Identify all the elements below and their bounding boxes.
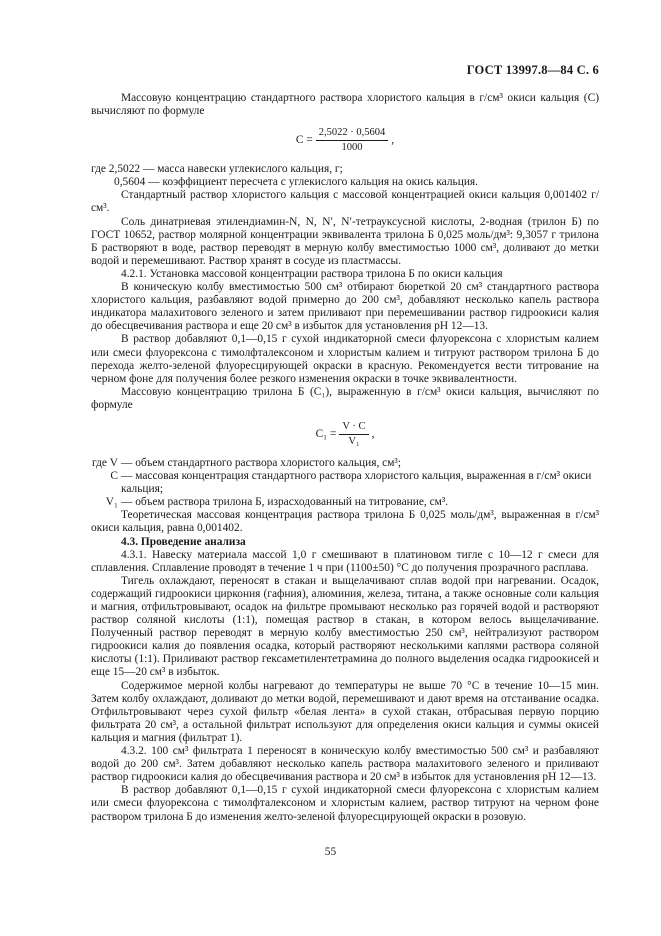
document-body — [91, 92, 599, 824]
variable-definition: — объем стандартного раствора хлористого кальция, см³; — [121, 456, 401, 469]
formula-tail: , — [371, 427, 375, 440]
paragraph: В раствор добавляют 0,1—0,15 г сухой индикаторной смеси флуорексона с хлористым калием или смеси флуорексона с тимолфталексоном и хлористым калием, раствор титруют на черном фоне раствором трилона Б до изменения желто-зеленой флуоресцирующей окраски в розовую. — [91, 784, 599, 823]
variable-definition: — объем раствора трилона Б, израсходованный на титрование, см³. — [121, 496, 449, 509]
paragraph: Теоретическая массовая концентрация раствора трилона Б 0,025 моль/дм³, выраженная в г/см³ окиси кальция, равна 0,001402. — [91, 509, 599, 535]
formula-lhs: C = — [295, 134, 313, 147]
formula-numerator: V · C — [339, 421, 368, 435]
formula-lhs: C₁ = — [315, 427, 337, 440]
paragraph: Стандартный раствор хлористого кальция с массовой концентрацией окиси кальция 0,001402 г/см³. — [91, 189, 599, 215]
paragraph: Содержимое мерной колбы нагревают до температуры не выше 70 °С в течение 10—15 мин. Затем колбу охлаждают, доливают до метки водой, перемешивают и дают время на отстаивание осадка. Отфильтровывают через сухой фильтр «белая лента» в сухой стакан, отбрасывая первую порцию фильтрата 20 см³, а остальной фильтрат используют для определения окиси кальция и суммы окисей кальция и магния (фильтрат 1). — [91, 679, 599, 744]
variable-definition: — массовая концентрация стандартного раствора хлористого кальция, выраженная в г/см³ окиси кальция; — [121, 470, 592, 496]
formula-denominator: 1000 — [341, 142, 363, 154]
formula-denominator: V₁ — [348, 435, 360, 447]
formula-c — [91, 127, 599, 154]
variable-label: V₁ — [105, 496, 118, 509]
formula-fraction — [339, 421, 368, 448]
paragraph: В коническую колбу вместимостью 500 см³ отбирают бюреткой 20 см³ стандартного раствора хлористого кальция, разбавляют водой примерно до 200 см³, добавляют несколько капель раствора индикатора малахитового зеленого и затем приливают при перемешивании раствор гидроокиси калия до обесцвечивания раствора и еще 20 см³ в избыток для установления pH 12—13. — [91, 281, 599, 333]
paragraph: 4.3.1. Навеску материала массой 1,0 г смешивают в платиновом тигле с 10—12 г смеси для сплавления. Сплавление проводят в течение 1 ч при (1100±50) °С до получения прозрачного расплава. — [91, 548, 599, 574]
paragraph: Соль динатриевая этилендиамин-N, N, N′, N′-тетрауксусной кислоты, 2-водная (трилон Б) по ГОСТ 10652, раствор молярной концентрации эквивалента трилона Б 0,025 моль/дм³: 9,3057 г трилона Б растворяют в воде, раствор переводят в мерную колбу вместимостью 1000 см³, доливают до метки водой и перемешивают. Раствор хранят в сосуде из пластмассы. — [91, 215, 599, 267]
variable-label: C — [110, 470, 118, 483]
formula-numerator: 2,5022 · 0,5604 — [316, 127, 389, 141]
paragraph: Тигель охлаждают, переносят в стакан и выщелачивают сплав водой при нагревании. Осадок, содержащий гидроокиси циркония (гафния), алюминия, железа, титана, а также основные соли кальция и магния, отфильтровывают, осадок на фильтре промывают несколько раз горячей водой и растворяют раствор соляной кислоты (1:1), помещая раствор в стакан, в котором велось выщелачивание. Полученный раствор переводят в мерную колбу вместимостью 250 см³, нейтрализуют раствором гидроокиси калия до появления осадка, который растворяют несколькими каплями раствора соляной кислоты (1:1). Приливают раствор гексаметилентетрамина до полного выделения осадка гидроокисей и еще 15—20 см³ в избыток. — [91, 574, 599, 679]
paragraph: 4.3.2. 100 см³ фильтрата 1 переносят в коническую колбу вместимостью 500 см³ и разбавляют водой до 200 см³. Затем добавляют несколько капель раствора малахитового зеленого и приливают раствор гидроокиси калия до обесцвечивания раствора и 20 см³ в избыток для установления pH 12—13. — [91, 745, 599, 784]
section-heading: 4.3. Проведение анализа — [121, 535, 246, 548]
formula-tail: , — [391, 134, 395, 147]
variable-label: где V — [91, 456, 118, 469]
paragraph: где 2,5022 — масса навески углекислого кальция, г; — [91, 163, 343, 176]
paragraph: Массовую концентрацию стандартного раствора хлористого кальция в г/см³ окиси кальция (C) вычисляют по формуле — [91, 92, 599, 118]
paragraph: 0,5604 — коэффициент пересчета с углекислого кальция на окись кальция. — [114, 176, 478, 189]
paragraph: Массовую концентрацию трилона Б (C₁), выраженную в г/см³ окиси кальция, вычисляют по формуле — [91, 385, 599, 411]
document-header: ГОСТ 13997.8—84 С. 6 — [466, 63, 599, 77]
formula-c1 — [91, 421, 599, 448]
section-heading: 4.2.1. Установка массовой концентрации раствора трилона Б по окиси кальция — [121, 267, 503, 280]
page-number: 55 — [324, 846, 337, 858]
paragraph: В раствор добавляют 0,1—0,15 г сухой индикаторной смеси флуорексона с хлористым калием или смеси флуорексона с тимолфталексоном и хлористым калием и титруют раствором трилона Б до перехода желто-зеленой флуоресцирующей окраски в красную. Рекомендуется вести титрование на черном фоне для получения более резкого изменения окраски в точке эквивалентности. — [91, 333, 599, 385]
variable-definitions — [91, 457, 599, 509]
formula-fraction — [316, 127, 389, 154]
